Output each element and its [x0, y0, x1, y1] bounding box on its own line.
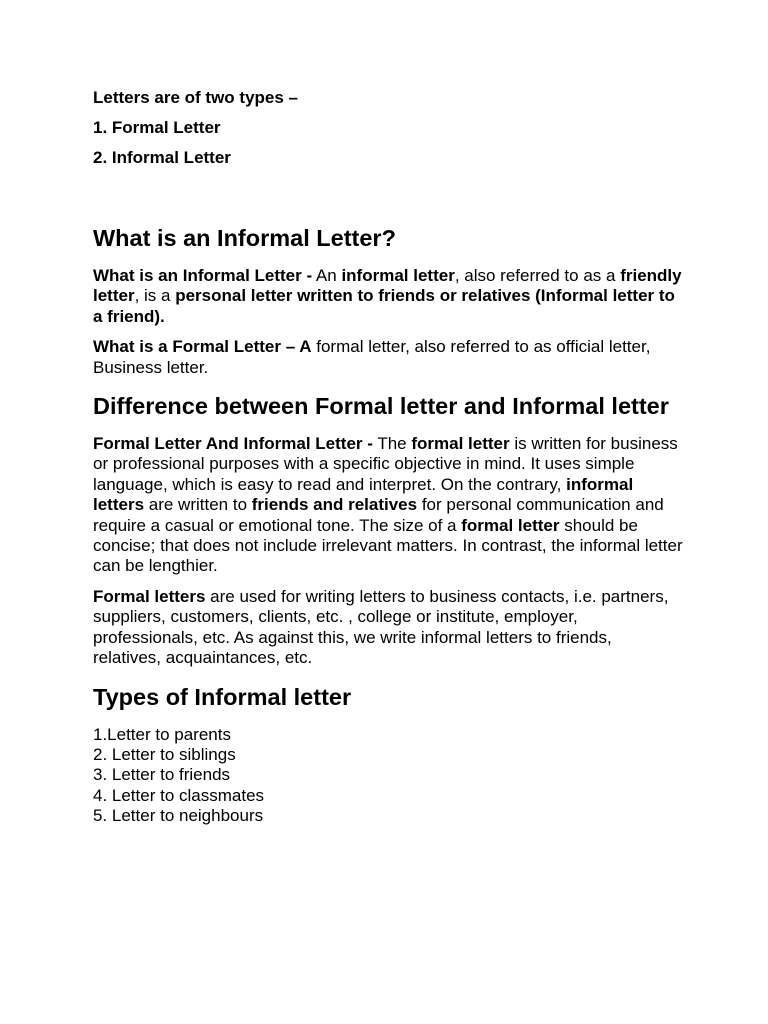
text-run: are used for writing letters to business contacts, i.e. partners, suppliers, customers, clients, etc. , college or institute, employer, professionals, etc. As against this, we write informal letters to friends, relatives, acquaintances, etc.: [93, 586, 669, 668]
bold-run: friendly letter: [93, 266, 682, 306]
definition-lead: What is an Informal Letter -: [93, 266, 313, 285]
intro-item-formal: 1. Formal Letter: [93, 118, 221, 137]
section-title-informal-letter: What is an Informal Letter?: [93, 225, 396, 251]
list-item: 4. Letter to classmates: [93, 785, 265, 805]
types-list: [93, 725, 683, 827]
bold-run: informal letter: [341, 266, 455, 285]
intro-block: [93, 88, 683, 168]
list-item: 2. Letter to siblings: [93, 744, 236, 764]
list-item: 3. Letter to friends: [93, 765, 231, 785]
bold-run: friends and relatives: [251, 495, 418, 515]
difference-paragraph: [93, 434, 683, 577]
text-run: for personal communication and require a casual or emotional tone. The size of a: [93, 495, 664, 535]
list-item: 5. Letter to neighbours: [93, 806, 264, 826]
text-run: formal letter, also referred to as official letter, Business letter.: [93, 337, 651, 377]
intro-item-informal: 2. Informal Letter: [93, 148, 231, 167]
formal-letter-definition: [93, 337, 683, 378]
bold-run: formal letter: [411, 434, 510, 454]
text-run: The: [372, 434, 412, 454]
text-run: should be concise; that does not include irrelevant matters. In contrast, the informal letter can be lengthier.: [93, 515, 683, 576]
section-title-difference: Difference between Formal letter and Informal letter: [93, 393, 669, 420]
text-run: An: [312, 266, 342, 285]
text-run: , is a: [134, 286, 176, 306]
section-title-types: Types of Informal letter: [93, 683, 352, 710]
text-run: are written to: [144, 495, 252, 515]
formal-letters-usage-paragraph: [93, 587, 683, 669]
bold-run: informal letters: [93, 474, 634, 515]
paragraph-lead: Formal letters: [93, 586, 206, 606]
document-page: [93, 88, 683, 827]
definition-lead: What is a Formal Letter – A: [93, 337, 312, 357]
text-run: is written for business or professional purposes with a specific objective in mind. It uses simple language, which is easy to read and interpret. On the contrary,: [93, 434, 678, 494]
text-run: , also referred to as a: [454, 266, 621, 285]
bold-run: formal letter: [461, 515, 560, 535]
informal-letter-definition: [93, 266, 683, 327]
bold-run: personal letter written to friends or relatives (Informal letter to a friend).: [93, 286, 675, 326]
list-item: 1.Letter to parents: [93, 724, 231, 744]
intro-heading: Letters are of two types –: [93, 88, 299, 107]
paragraph-lead: Formal Letter And Informal Letter -: [93, 434, 373, 454]
